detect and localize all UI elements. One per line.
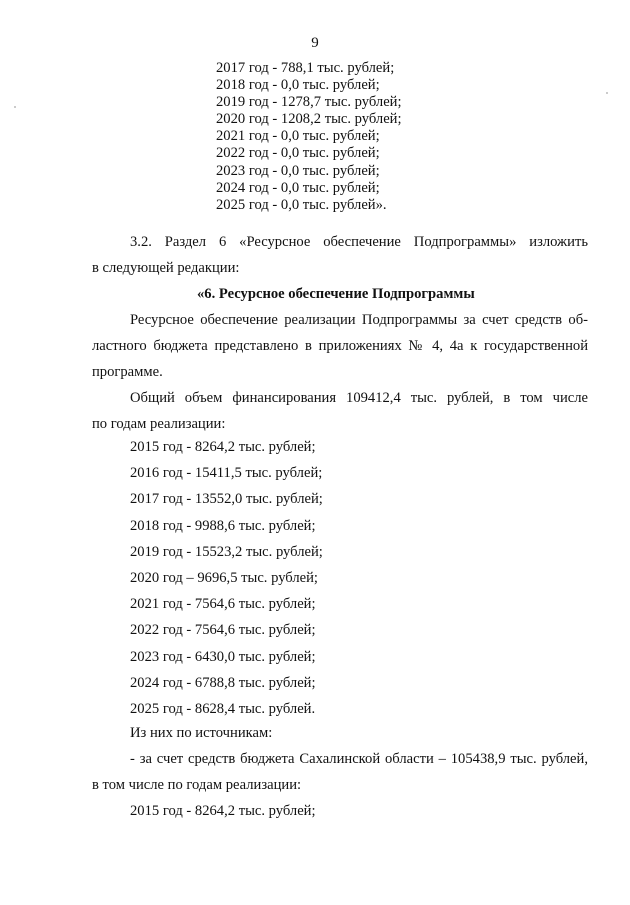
section-heading: «6. Ресурсное обеспечение Подпрограммы [197, 286, 475, 302]
source-line: в том числе по годам реализации: [92, 777, 302, 793]
paragraph-line: программе. [92, 364, 163, 380]
page-number: 9 [311, 35, 319, 51]
paragraph-line: Общий объем финансирования 109412,4 тыс. рублей, в том числе [130, 390, 588, 406]
sources-intro: Из них по источникам: [130, 725, 273, 741]
scan-speck [606, 92, 608, 94]
list-item: 2018 год - 9988,6 тыс. рублей; [130, 517, 316, 534]
list-item: 2023 год - 0,0 тыс. рублей; [216, 162, 380, 179]
list-item: 2024 год - 6788,8 тыс. рублей; [130, 674, 316, 691]
list-item: 2016 год - 15411,5 тыс. рублей; [130, 465, 323, 482]
paragraph-line: ластного бюджета представлено в приложениях № 4, 4а к государственной [92, 338, 588, 354]
list-item: 2022 год - 0,0 тыс. рублей; [216, 145, 380, 162]
list-item: 2023 год - 6430,0 тыс. рублей; [130, 648, 316, 665]
list-item: 2020 год - 1208,2 тыс. рублей; [216, 111, 402, 128]
list-item: 2015 год - 8264,2 тыс. рублей; [130, 439, 316, 455]
list-item: 2015 год - 8264,2 тыс. рублей; [130, 803, 316, 819]
clause-line-1: 3.2. Раздел 6 «Ресурсное обеспечение Подпрограммы» изложить [130, 234, 588, 250]
paragraph-line: Ресурсное обеспечение реализации Подпрограммы за счет средств об- [130, 312, 588, 328]
source-line: - за счет средств бюджета Сахалинской области – 105438,9 тыс. рублей, [130, 751, 588, 767]
scan-speck [14, 106, 16, 108]
list-item: 2020 год – 9696,5 тыс. рублей; [130, 569, 318, 586]
paragraph-line: по годам реализации: [92, 416, 226, 432]
list-item: 2019 год - 1278,7 тыс. рублей; [216, 94, 402, 111]
list-item: 2019 год - 15523,2 тыс. рублей; [130, 543, 323, 560]
funding-year-list [130, 438, 323, 726]
list-item: 2025 год - 8628,4 тыс. рублей. [130, 700, 316, 717]
carryover-year-list [216, 60, 402, 214]
list-item: 2022 год - 7564,6 тыс. рублей; [130, 622, 316, 639]
list-item: 2017 год - 788,1 тыс. рублей; [216, 60, 395, 76]
list-item: 2025 год - 0,0 тыс. рублей». [216, 196, 387, 213]
list-item: 2021 год - 0,0 тыс. рублей; [216, 128, 380, 145]
list-item: 2017 год - 13552,0 тыс. рублей; [130, 491, 323, 508]
clause-line-2: в следующей редакции: [92, 260, 240, 276]
list-item: 2018 год - 0,0 тыс. рублей; [216, 77, 380, 94]
list-item: 2024 год - 0,0 тыс. рублей; [216, 179, 380, 196]
list-item: 2021 год - 7564,6 тыс. рублей; [130, 596, 316, 613]
